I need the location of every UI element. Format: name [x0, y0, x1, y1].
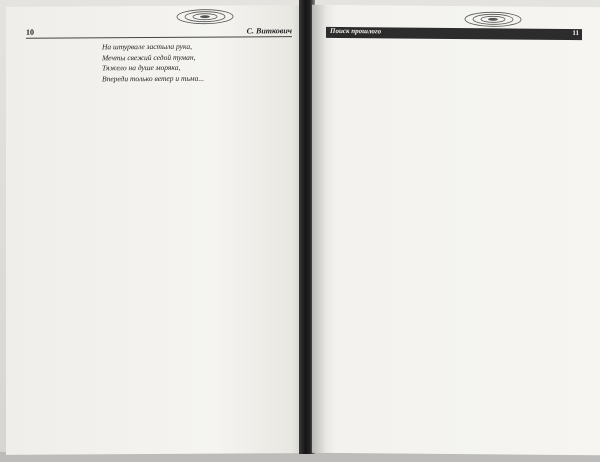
- poem-line: На штурвале застыла рука,: [102, 41, 192, 52]
- poem-line: Тяжело на душе моряка,: [102, 62, 181, 73]
- right-fold-shadow: [312, 5, 326, 453]
- right-page-body-3: [332, 273, 584, 455]
- left-running-head: [26, 23, 292, 39]
- right-page-body-1: [332, 45, 584, 232]
- right-page-number: 11: [572, 29, 579, 38]
- left-running-head-author: С. Виткович: [246, 26, 292, 36]
- right-page-body-2: [332, 233, 584, 275]
- left-page-number: 10: [26, 27, 34, 37]
- poem-line: Впереди только ветер и тьма...: [102, 73, 204, 83]
- poem-line: Мечты свежий седой туман,: [102, 52, 196, 62]
- left-page: [6, 5, 306, 455]
- epigraph-poem: [102, 41, 252, 84]
- right-section-title: Поиск прошлого: [330, 26, 382, 36]
- swirl-ornament-icon: [462, 10, 524, 29]
- left-page-body: [28, 85, 290, 447]
- right-page: [312, 5, 600, 456]
- right-running-head: [326, 27, 582, 40]
- swirl-ornament-icon: [174, 8, 236, 26]
